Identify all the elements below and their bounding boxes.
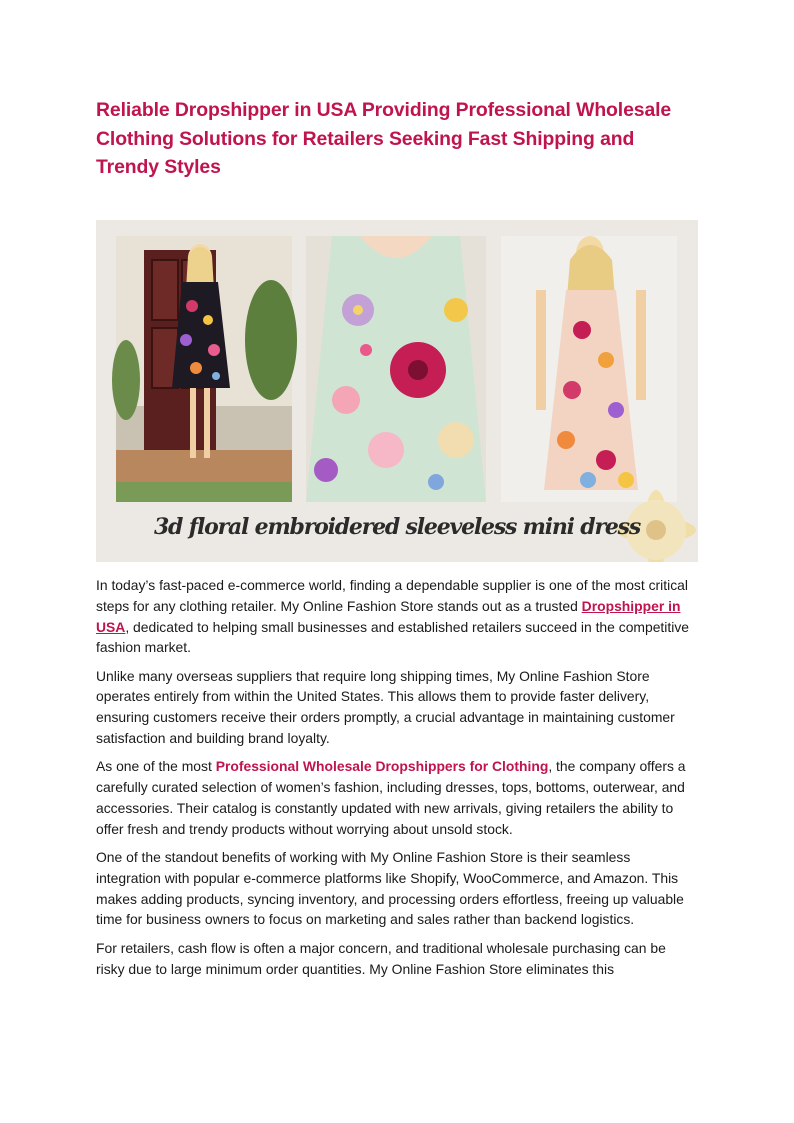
paragraph-cashflow: For retailers, cash flow is often a major concern, and traditional wholesale purchasing can be risky due to large minimum order quantities. My Online Fashion Store eliminates this bbox=[96, 939, 666, 977]
paragraph-intro bbox=[96, 575, 698, 658]
photo-panel-door bbox=[112, 236, 297, 502]
dropshipper-usa-link[interactable]: Dropshipper in USA bbox=[96, 597, 681, 635]
paragraph-shipping: Unlike many overseas suppliers that require long shipping times, My Online Fashion Store operates entirely from within the United States. This allows them to provide faster delivery, ensuring customers receive their orders promptly, a crucial advantage in maintaining customer satisfaction and building brand loyalty. bbox=[96, 667, 675, 747]
hero-caption: 3d floral embroidered sleeveless mini dress bbox=[153, 514, 641, 540]
paragraph-catalog bbox=[96, 756, 698, 839]
paragraph-integration: One of the standout benefits of working with My Online Fashion Store is their seamless integration with popular e-commerce platforms like Shopify, WooCommerce, and Amazon. This makes adding products, syncing inventory, and processing orders effortless, freeing up valuable time for business owners to focus on marketing and sales rather than backend logistics. bbox=[96, 849, 684, 928]
paragraph-text: , the company offers a carefully curated selection of women’s fashion, including dresses, tops, bottoms, outerwear, and accessories. Their catalog is constantly updated with new arrivals, giving retailers the ability to offer fresh and trendy products without worrying about unsold stock. bbox=[96, 758, 686, 837]
product-hero-image bbox=[96, 220, 698, 562]
article-title: Reliable Dropshipper in USA Providing Professional Wholesale Clothing Solutions for Retailers Seeking Fast Shipping and Trendy Styles bbox=[96, 99, 672, 178]
photo-panel-studio bbox=[501, 236, 677, 502]
hero-photo-collage bbox=[96, 220, 698, 562]
paragraph-text: , dedicated to helping small businesses and established retailers succeed in the competitive fashion market. bbox=[96, 618, 689, 656]
photo-panel-closeup bbox=[306, 236, 486, 502]
highlight-phrase: Professional Wholesale Dropshippers for Clothing bbox=[215, 758, 549, 775]
paragraph-text: As one of the most bbox=[96, 758, 216, 775]
article-body bbox=[96, 575, 698, 987]
article-header bbox=[96, 96, 698, 182]
paragraph-text: In today’s fast-paced e-commerce world, finding a dependable supplier is one of the most critical steps for any clothing retailer. My Online Fashion Store stands out as a trusted bbox=[96, 577, 688, 614]
